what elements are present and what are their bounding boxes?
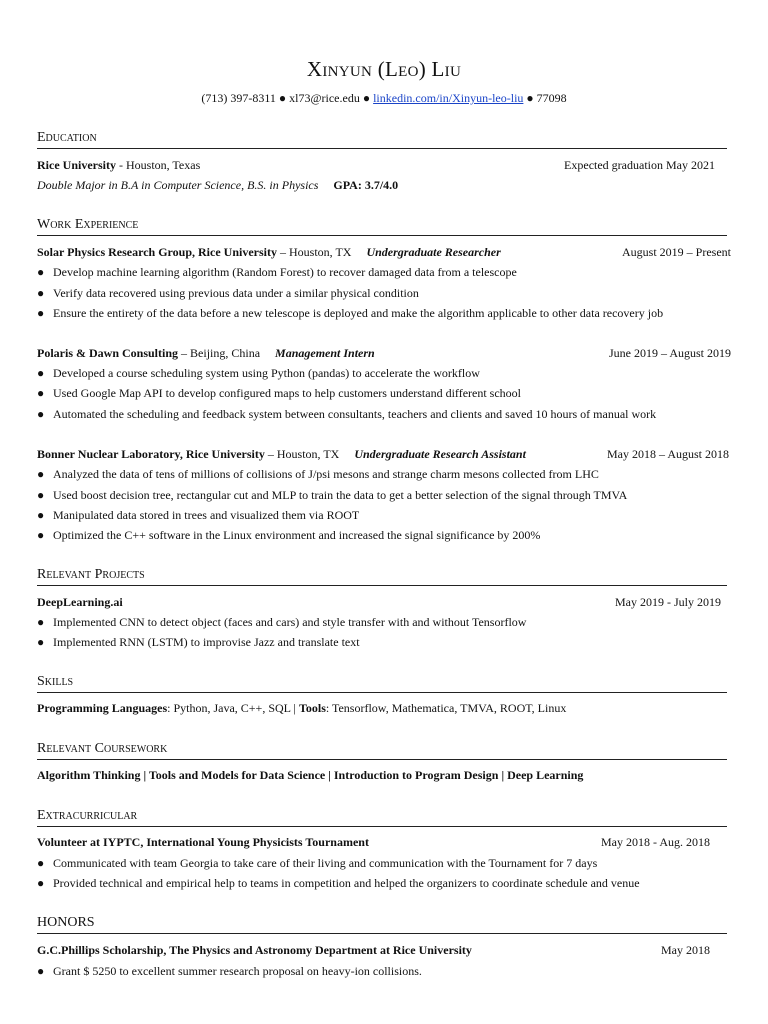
job-header bbox=[37, 447, 729, 462]
tools-value: : Tensorflow, Mathematica, TMVA, ROOT, Linux bbox=[325, 701, 567, 715]
gpa: GPA: 3.7/4.0 bbox=[333, 178, 399, 192]
section-skills: Skills bbox=[37, 674, 727, 693]
list-item: ● Developed a course scheduling system using Python (pandas) to accelerate the workflow bbox=[37, 366, 480, 380]
languages-value: : Python, Java, C++, SQL | bbox=[167, 701, 299, 715]
job-location: – Houston, TX bbox=[264, 447, 340, 461]
linkedin-link[interactable]: linkedin.com/in/Xinyun-leo-liu bbox=[373, 91, 524, 105]
job-role: Undergraduate Researcher bbox=[366, 245, 501, 259]
job-date: August 2019 – Present bbox=[622, 245, 731, 259]
honor-header bbox=[37, 943, 729, 958]
contact-line bbox=[0, 91, 768, 106]
phone: (713) 397-8311 bbox=[201, 91, 276, 105]
job-org: Bonner Nuclear Laboratory, Rice University bbox=[37, 447, 265, 461]
job-date: May 2018 – August 2018 bbox=[606, 447, 729, 461]
education-date: Expected graduation May 2021 bbox=[564, 158, 715, 172]
resume-name: Xinyun (Leo) Liu bbox=[306, 57, 462, 81]
list-item: ● Implemented CNN to detect object (faces and cars) and style transfer with and without Tensorflow bbox=[37, 615, 527, 629]
job-location: – Houston, TX bbox=[277, 245, 352, 259]
list-item: ● Manipulated data stored in trees and visualized them via ROOT bbox=[37, 508, 360, 522]
list-item: ● Implemented RNN (LSTM) to improvise Jazz and translate text bbox=[37, 635, 360, 649]
list-item: ● Grant $ 5250 to excellent summer research proposal on heavy-ion collisions. bbox=[37, 964, 422, 978]
skills-row bbox=[37, 701, 729, 716]
project-date: May 2019 - July 2019 bbox=[615, 595, 721, 609]
list-item: ● Verify data recovered using previous data under a similar physical condition bbox=[37, 286, 419, 300]
section-projects: Relevant Projects bbox=[37, 567, 727, 586]
list-item: ● Ensure the entirety of the data before a new telescope is deployed and make the algorithm applicable to other data recovery job bbox=[37, 306, 664, 320]
zip-code: 77098 bbox=[536, 91, 567, 105]
school-name: Rice University bbox=[37, 158, 116, 172]
tools-label: Tools bbox=[298, 701, 326, 715]
job-org: Solar Physics Research Group, Rice University bbox=[37, 245, 277, 259]
extracurricular-org: Volunteer at IYPTC, International Young Physicists Tournament bbox=[37, 835, 369, 849]
email: xl73@rice.edu bbox=[289, 91, 360, 105]
languages-label: Programming Languages bbox=[37, 701, 168, 715]
honor-award: G.C.Phillips Scholarship, The Physics and Astronomy Department at Rice University bbox=[37, 943, 472, 957]
job-org: Polaris & Dawn Consulting bbox=[37, 346, 179, 360]
job-date: June 2019 – August 2019 bbox=[608, 346, 731, 360]
project-name: DeepLearning.ai bbox=[37, 595, 123, 609]
school-location: - Houston, Texas bbox=[115, 158, 201, 172]
list-item: ● Used boost decision tree, rectangular cut and MLP to train the data to get a better selection of the signal through TMVA bbox=[37, 488, 628, 502]
education-row bbox=[37, 158, 729, 173]
degree-row bbox=[37, 178, 729, 193]
list-item: ● Analyzed the data of tens of millions of collisions of J/psi mesons and strange charm mesons collected from LHC bbox=[37, 467, 599, 481]
list-item: ● Provided technical and empirical help to teams in competition and helped the organizers to coordinate schedule and venue bbox=[37, 876, 640, 890]
list-item: ● Develop machine learning algorithm (Random Forest) to recover damaged data from a telescope bbox=[37, 265, 517, 279]
list-item: ● Communicated with team Georgia to take care of their living and communication with the Tournament for 7 days bbox=[37, 856, 598, 870]
section-honors: HONORS bbox=[37, 915, 727, 934]
list-item: ● Optimized the C++ software in the Linux environment and increased the signal significance by 200% bbox=[37, 528, 541, 542]
job-location: – Beijing, China bbox=[178, 346, 261, 360]
section-work-experience: Work Experience bbox=[37, 217, 727, 236]
project-header bbox=[37, 595, 729, 610]
coursework-list: Algorithm Thinking | Tools and Models for Data Science | Introduction to Program Design | Deep Learning bbox=[37, 768, 584, 782]
list-item: ● Automated the scheduling and feedback system between consultants, teachers and clients and saved 10 hours of manual work bbox=[37, 407, 657, 421]
degree: Double Major in B.A in Computer Science, B.S. in Physics bbox=[37, 178, 319, 192]
honor-date: May 2018 bbox=[661, 943, 710, 957]
separator-dot: ● bbox=[526, 91, 534, 105]
list-item: ● Used Google Map API to develop configured maps to help customers understand different school bbox=[37, 386, 522, 400]
job-role: Undergraduate Research Assistant bbox=[354, 447, 526, 461]
separator-dot: ● bbox=[278, 91, 287, 105]
section-education: Education bbox=[37, 130, 727, 149]
job-header bbox=[37, 346, 729, 361]
section-coursework: Relevant Coursework bbox=[37, 741, 727, 760]
job-header bbox=[37, 245, 729, 260]
section-extracurricular: Extracurricular bbox=[37, 808, 727, 827]
extracurricular-header bbox=[37, 835, 729, 850]
job-role: Management Intern bbox=[275, 346, 375, 360]
separator-dot: ● bbox=[362, 91, 371, 105]
extracurricular-date: May 2018 - Aug. 2018 bbox=[601, 835, 710, 849]
